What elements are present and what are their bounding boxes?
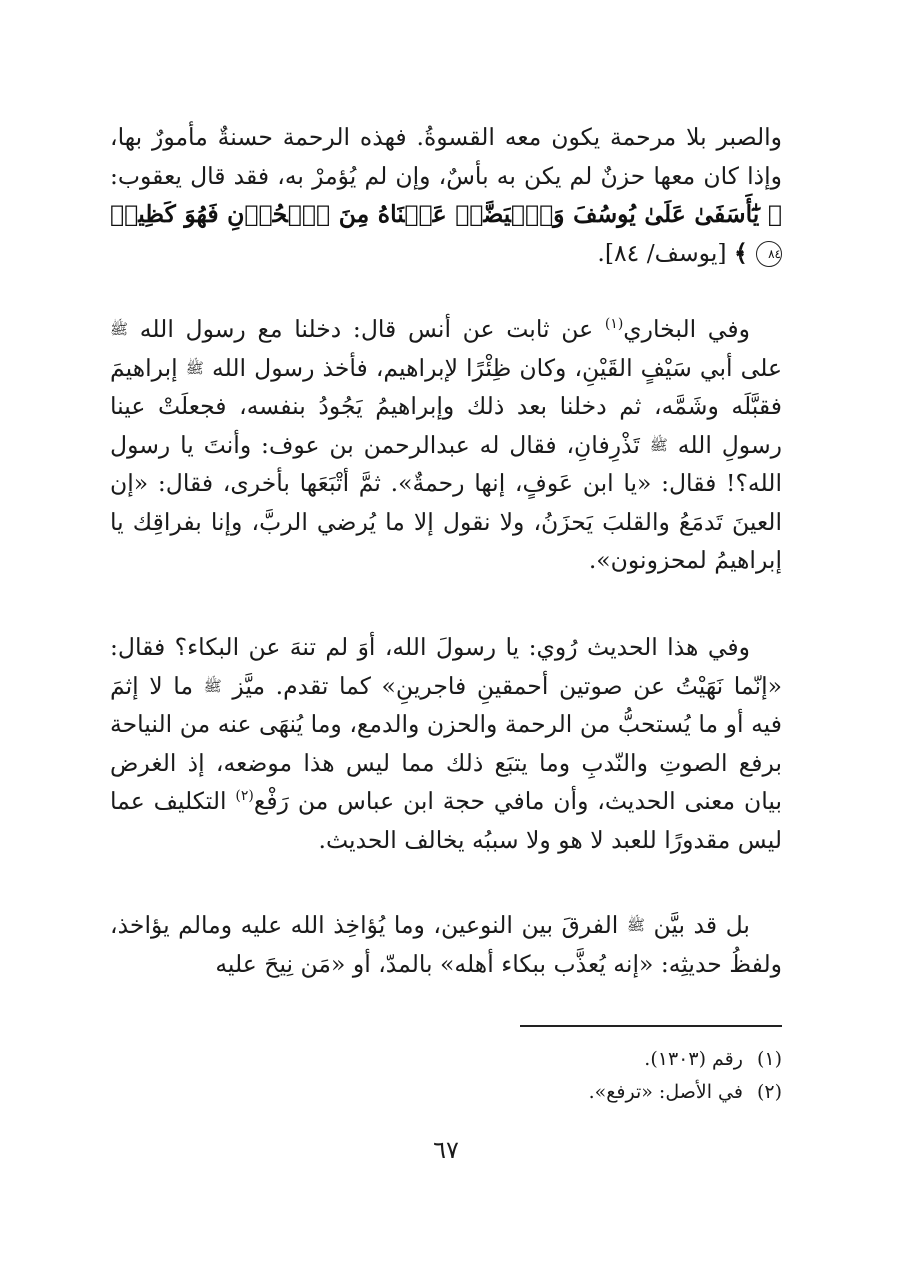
paragraph-1	[110, 118, 782, 272]
salawat-symbol: ﷺ	[110, 320, 129, 338]
salawat-symbol: ﷺ	[626, 916, 645, 934]
footnote-text: في الأصل: «ترفع».	[588, 1081, 743, 1103]
paragraph-2	[110, 310, 782, 580]
paragraph-2-part-3: على أبي سَيْفٍ القَيْنِ، وكان ظِئْرًا لإبراهيم، فأخذ رسول الله	[212, 353, 782, 382]
footnote-2	[110, 1076, 782, 1109]
footnote-separator	[520, 1025, 782, 1027]
salawat-symbol: ﷺ	[185, 358, 204, 377]
footnote-ref-2: (٢)	[235, 788, 254, 805]
quran-close-bracket: ﴾	[734, 238, 748, 267]
salawat-symbol: ﷺ	[649, 435, 668, 454]
paragraph-1-line-2: وإذا كان معها حزنٌ لم يكن به بأسٌ، وإن لم يُؤمرْ به، فقد قال يعقوب:	[110, 161, 782, 190]
footnotes	[110, 1043, 782, 1109]
ayah-number-mark: ٨٤	[756, 241, 782, 267]
page-number: ٦٧	[433, 1136, 459, 1164]
paragraph-2-part-4: إبراهيمَ فقبَّلَه وشَمَّه، ثم دخلنا بعد ذلك وإبراهيمُ يَجُودُ بنفسه، فجعلَتْ عينا رسولِ الله	[110, 353, 782, 459]
footnote-number: (١)	[756, 1048, 782, 1070]
quran-text: يَٰٓأَسَفَىٰ عَلَىٰ يُوسُفَ وَٱبۡيَضَّتۡ عَيۡنَاهُ مِنَ ٱلۡحُزۡنِ فَهُوَ كَظِيمٞ	[110, 200, 760, 228]
paragraph-4-part-1: بل قد بيَّن	[653, 911, 750, 939]
paragraph-3-part-1: وفي هذا الحديث رُوي: يا رسولَ الله، أوَ لم تنهَ عن البكاء؟ فقال: «إنّما نَهَيْتُ عن صوتين أحمقينِ فاجرينِ» كما تقدم. ميَّز	[110, 633, 782, 700]
quran-open-bracket: ﴿	[767, 200, 782, 228]
footnote-number: (٢)	[756, 1081, 782, 1103]
quran-citation: [يوسف/ ٨٤].	[597, 238, 727, 267]
paragraph-3-part-3: التكليف عما ليس مقدورًا للعبد لا هو ولا سببُه يخالف الحديث.	[110, 787, 782, 854]
paragraph-2-part-5: تَذْرِفانِ، فقال له عبدالرحمن بن عوف: وأنتَ يا رسول الله؟! فقال: «يا ابن عَوفٍ، إنها رحمةٌ». ثمَّ أتْبَعَها بأخرى، فقال: «إن العينَ تَدمَعُ والقلبَ يَحزَنُ، ولا نقول إلا ما يُرضي الربَّ، وإنا بفراقِك يا إبراهيمُ لمحزونون».	[110, 430, 782, 574]
footnote-text: رقم (١٣٠٣).	[644, 1048, 743, 1070]
paragraph-3	[110, 628, 782, 859]
paragraph-3-part-2: ما لا إثمَ فيه أو ما يُستحبُّ من الرحمة والحزن والدمع، وما يُنهَى عنه من النياحة برفع الصوتِ والنّدبِ وما يتبَع ذلك مما ليس هذا موضعه، إذ الغرض بيان معنى الحديث، وأن مافي حجة ابن عباس من رَفْع	[110, 671, 782, 815]
paragraph-1-line-1: والصبر بلا مرحمة يكون معه القسوةُ. فهذه الرحمة حسنةٌ مأمورٌ بها،	[110, 123, 782, 151]
paragraph-2-part-1: وفي البخاري	[623, 315, 750, 343]
footnote-1	[110, 1043, 782, 1076]
footnote-ref-1: (١)	[604, 316, 624, 333]
paragraph-2-part-2: عن ثابت عن أنس قال: دخلنا مع رسول الله	[139, 315, 594, 343]
salawat-symbol: ﷺ	[203, 676, 222, 695]
paragraph-4	[110, 906, 782, 983]
paragraph-4-part-2: الفرقَ بين النوعين، وما يُؤاخِذ الله عليه ومالم يؤاخذ، ولفظُ حديثِه: «إنه يُعذَّب ببكاء أهله» بالمدّ، أو «مَن نِيحَ عليه	[110, 911, 782, 978]
book-page	[110, 118, 782, 1218]
